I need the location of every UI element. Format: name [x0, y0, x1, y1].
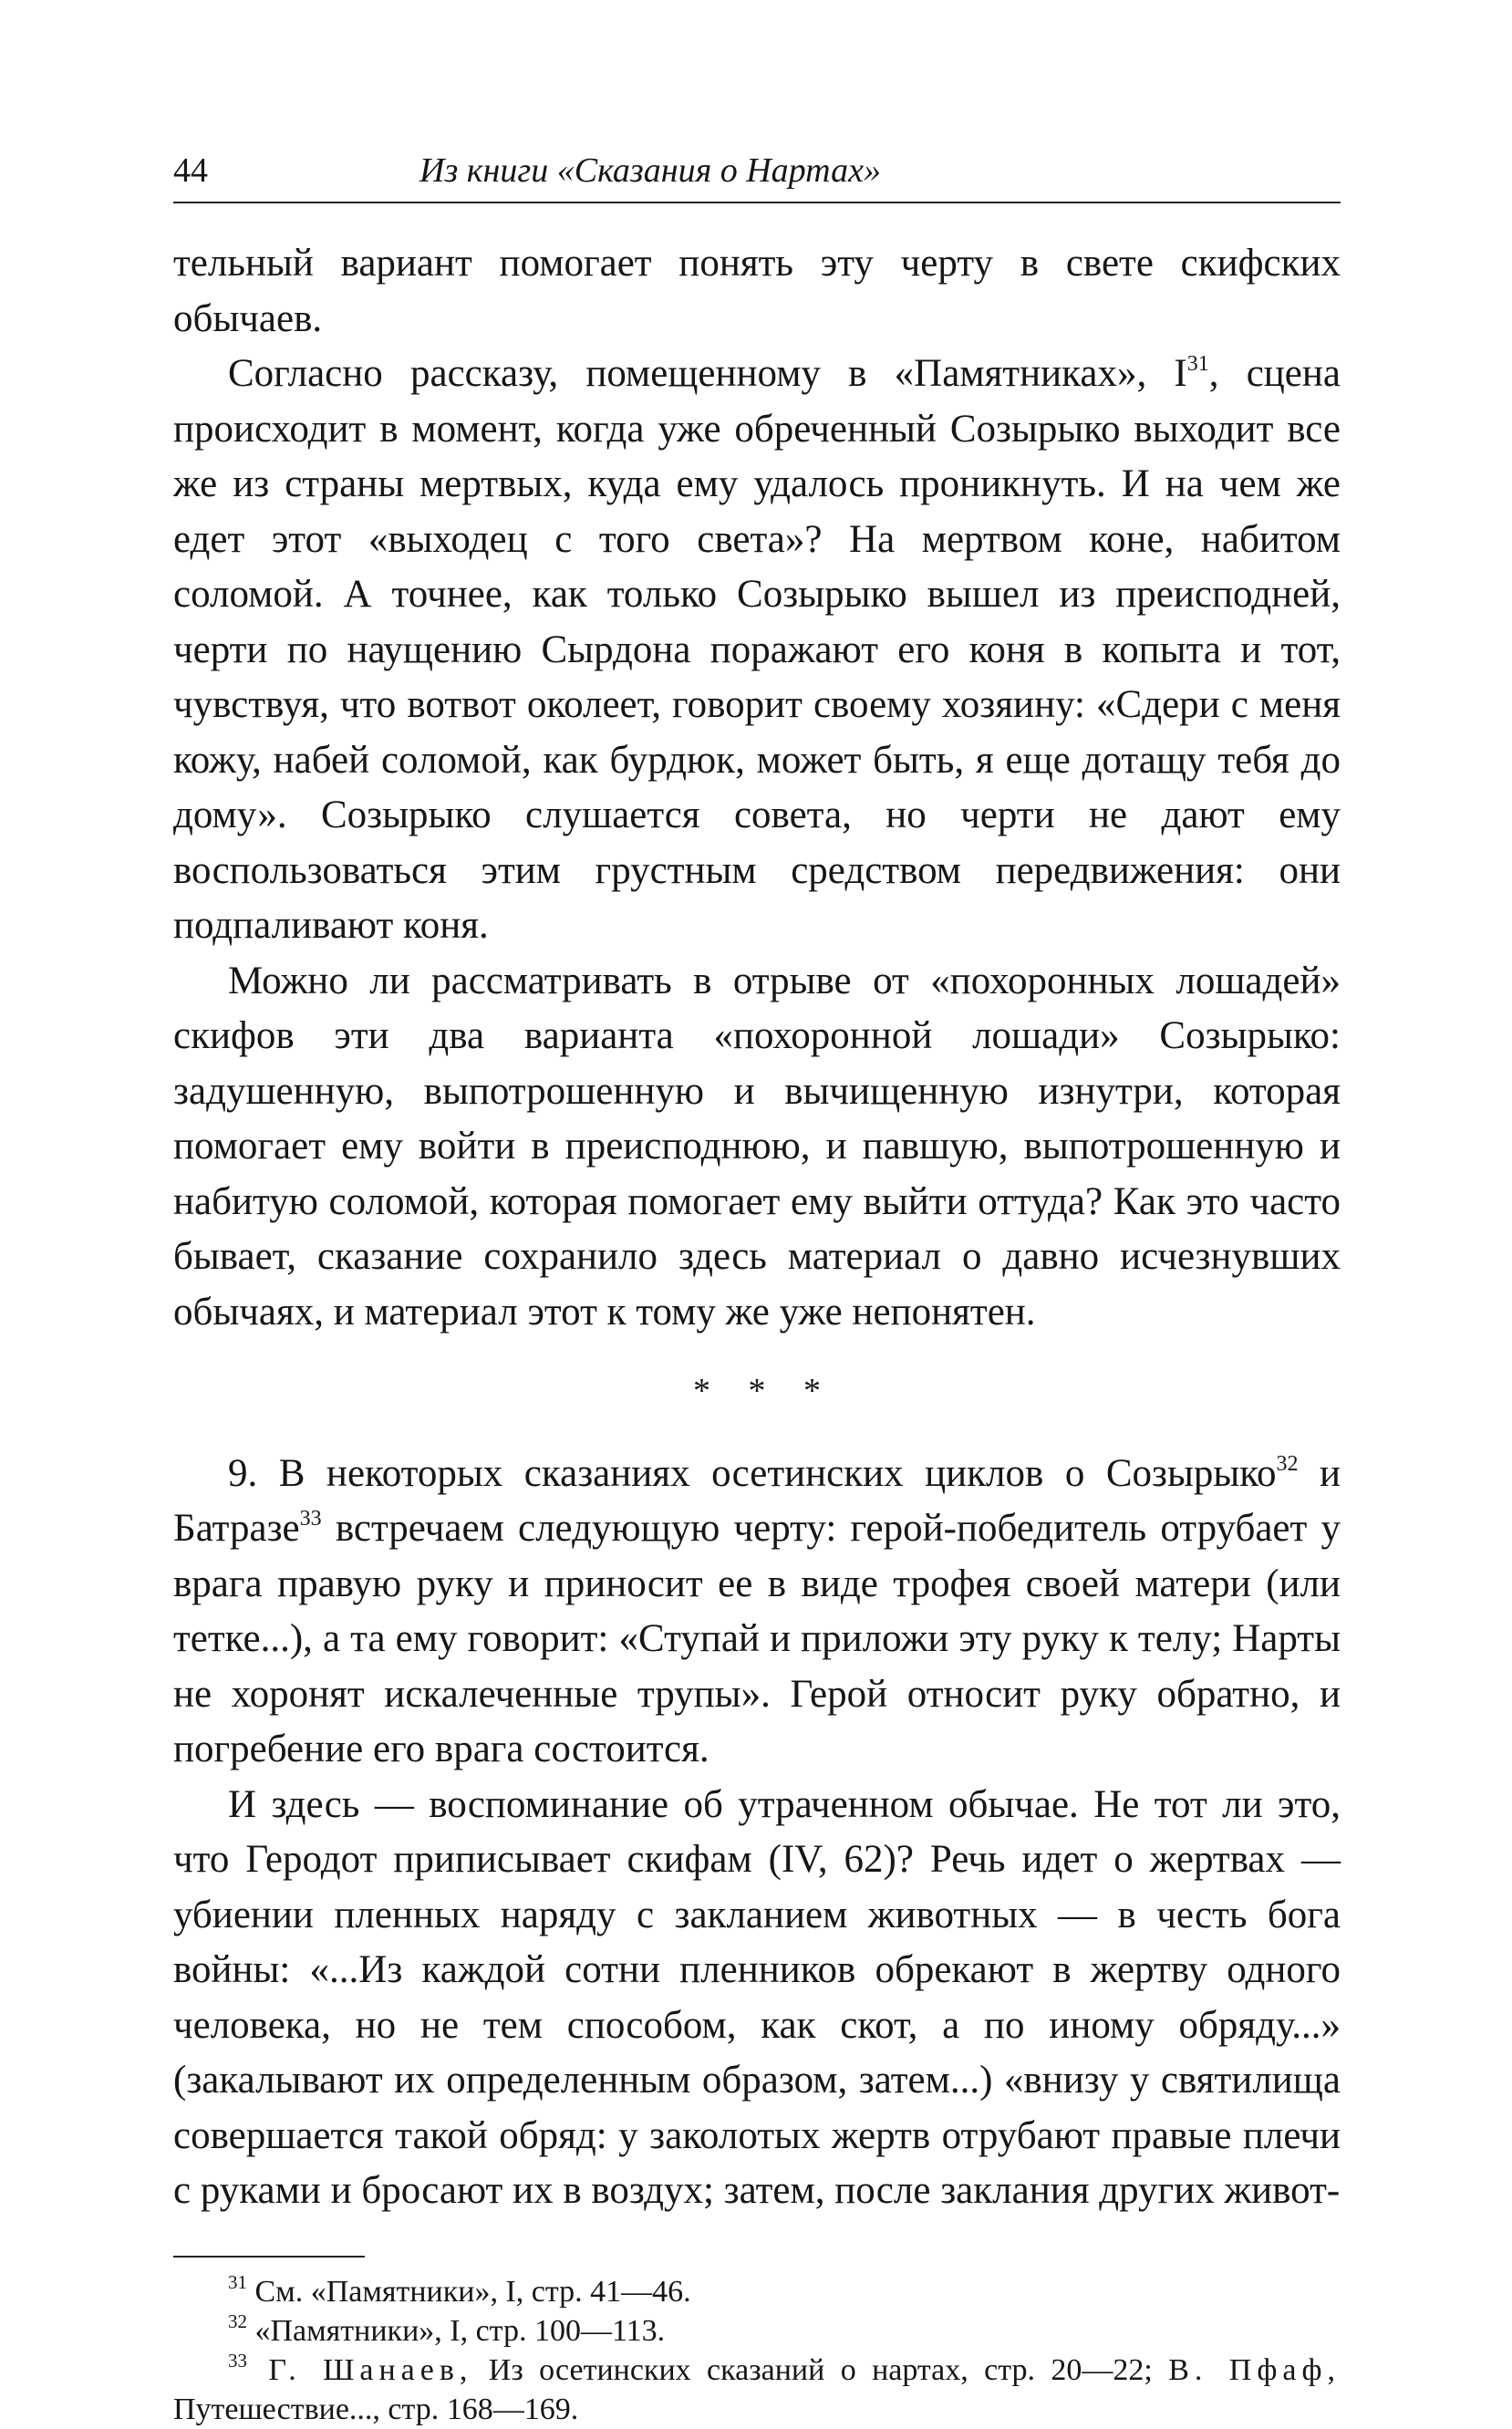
footnote-31-text: См. «Памятники», I, стр. 41—46. — [247, 2274, 691, 2309]
footnote-33-author-1: Г. Шанаев, — [247, 2352, 473, 2387]
footnote-33-text-2: Путешествие..., стр. 168—169. — [173, 2392, 579, 2426]
paragraph-2-rest: , сцена происходит в момент, когда уже обреченный Созырыко выходит все же из страны мертвых, куда ему удалось проникнуть. И на чем же едет этот «выходец с того света»? На мертвом коне, набитом соломой. А точнее, как только Созырыко вышел из преисподней, черти по наущению Сырдона поражают его коня в копыта и тот, чувствуя, что вотвот околеет, говорит своему хозяину: «Сдери с меня кожу, набей соломой, как бурдюк, может быть, я еще дотащу тебя до дому». Созырыко слушается совета, но черти не дают ему воспользоваться этим грустным средством передвижения: они подпаливают коня. — [173, 352, 1341, 947]
footnote-33-number: 33 — [228, 2349, 247, 2372]
footnote-33-author-2: В. Пфаф, — [1168, 2352, 1341, 2387]
section-divider: * * * — [693, 1372, 835, 1410]
footnote-32 — [173, 2311, 1341, 2351]
running-title: Из книги «Сказания о Нартах» — [419, 151, 881, 190]
page-number: 44 — [173, 151, 208, 190]
paragraph-4-start: 9. В некоторых сказаниях осетинских циклов о Созырыко — [228, 1451, 1277, 1495]
footnote-33 — [173, 2351, 1341, 2429]
main-text — [173, 236, 1341, 2219]
paragraph-2 — [173, 347, 1341, 954]
footnote-32-text: «Памятники», I, стр. 100—113. — [247, 2313, 666, 2348]
footnote-ref-33: 33 — [299, 1507, 322, 1531]
footnote-33-text: Из осетинских сказаний о нартах, стр. 20—22; — [472, 2352, 1169, 2387]
paragraph-4-rest: встречаем следующую черту: герой-победитель отрубает у врага правую руку и приносит ее в виде трофея своей матери (или тетке...), а та ему говорит: «Ступай и приложи эту руку к телу; Нарты не хоронят искалеченные трупы». Герой относит руку обратно, и погребение его врага состоится. — [173, 1507, 1341, 1770]
footnote-31-number: 31 — [228, 2270, 247, 2293]
paragraph-4 — [173, 1447, 1341, 1778]
paragraph-5: И здесь — воспоминание об утраченном обычае. Не тот ли это, что Геродот приписывает скифам (IV, 62)? Речь идет о жертвах — убиении пленных наряду с закланием животных — в честь бога войны: «...Из каждой сотни пленников обрекают в жертву одного человека, но не тем способом, как скот, а по иному обряду...» (закалывают их определенным образом, затем...) «внизу у святилища совершается такой обряд: у заколотых жертв отрубают правые плечи с руками и бросают их в воздух; затем, после заклания других живот- — [173, 1782, 1341, 2212]
paragraph-2-start: Согласно рассказу, помещенному в «Памятниках», I — [228, 352, 1187, 395]
book-page — [173, 151, 1341, 2429]
paragraph-3: Можно ли рассматривать в отрыве от «похоронных лошадей» скифов эти два варианта «похоронной лошади» Созырыко: задушенную, выпотрошенную и вычищенную изнутри, которая помогает ему войти в преисподнюю, и павшую, выпотрошенную и набитую соломой, которая помогает ему выйти оттуда? Как это часто бывает, сказание сохранило здесь материал о давно исчезнувших обычаях, и материал этот к тому же уже непонятен. — [173, 959, 1341, 1334]
footnote-separator — [173, 2256, 365, 2258]
paragraph-4-middle: и Батразе — [173, 1451, 1341, 1550]
footnote-31 — [173, 2272, 1341, 2311]
footnote-ref-32: 32 — [1276, 1451, 1299, 1476]
footnote-ref-31: 31 — [1186, 352, 1209, 376]
footnotes — [173, 2272, 1341, 2429]
page-header — [173, 151, 1341, 203]
footnote-32-number: 32 — [228, 2310, 247, 2332]
paragraph-1: тельный вариант помогает понять эту черту в свете скифских обычаев. — [173, 242, 1341, 340]
